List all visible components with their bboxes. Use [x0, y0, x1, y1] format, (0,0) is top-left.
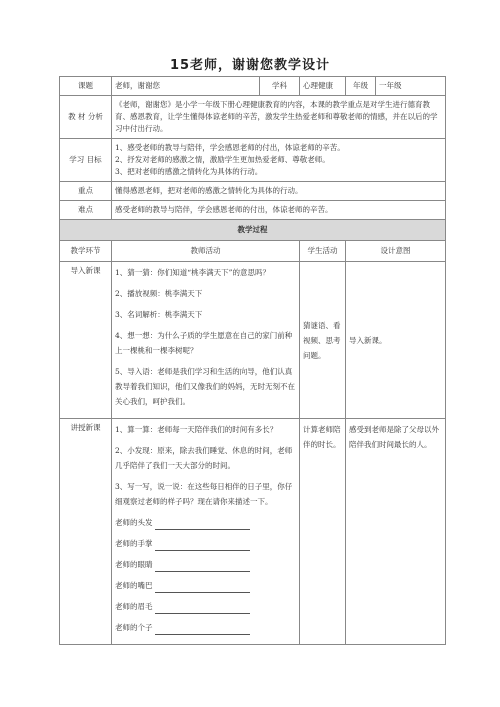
blank-line	[155, 583, 250, 593]
goals-row	[60, 139, 446, 182]
teacher-step: 4、想一想：为什么子质的学生愿意在自己的家门前种上一棵桃和一棵李树呢？	[115, 331, 293, 355]
lesson-plan-table	[59, 76, 446, 645]
teacher-step: 2、小发现：原来，除去我们睡觉、休息的时间，老师几乎陪伴了我们一天大部分的时间。	[115, 446, 293, 470]
blank-line	[155, 625, 250, 635]
fill-label: 老师的个子	[115, 623, 153, 632]
fill-label: 老师的嘴巴	[115, 581, 153, 590]
process-header: 教学过程	[60, 220, 446, 241]
subject-label: 学科	[260, 77, 300, 96]
analysis-row	[60, 96, 446, 139]
difficulty-label: 难点	[60, 201, 112, 220]
topic-row	[60, 77, 446, 96]
teacher-activity	[112, 419, 300, 645]
subject-value: 心理健康	[300, 77, 346, 96]
analysis-text: 《老师，谢谢您》是小学一年级下册心理健康教育的内容，本课的教学重点是对学生进行德育教育、感恩教育，让学生懂得体谅老师的辛苦，激发学生热爱老师和尊敬老师的情感，并在以后的学习中付出行动。	[112, 96, 446, 139]
difficulty-text: 感受老师的教导与陪伴，学会感恩老师的付出，体谅老师的辛苦。	[112, 201, 446, 220]
fill-line	[115, 536, 296, 551]
column-header: 学生活动	[300, 241, 346, 262]
section-row	[60, 419, 446, 645]
teacher-step: 3、名词解析：桃李满天下	[115, 310, 203, 319]
goal-item: 3、把对老师的感激之情转化为具体的行动。	[115, 167, 263, 176]
teacher-step: 1、猜一猜：你们知道“桃李满天下”的意思吗？	[115, 268, 270, 277]
fill-label: 老师的眉毛	[115, 602, 153, 611]
student-activity: 猜谜语、看视频、思考问题。	[300, 262, 346, 419]
fill-label: 老师的头发	[115, 518, 153, 527]
goals-label: 学习 目标	[60, 139, 112, 182]
teacher-activity	[112, 262, 300, 419]
teacher-step: 2、播放视频：桃李满天下	[115, 289, 203, 298]
key-point-text: 懂得感恩老师，把对老师的感激之情转化为具体的行动。	[112, 182, 446, 201]
analysis-label: 教 材 分析	[60, 96, 112, 139]
key-point-label: 重点	[60, 182, 112, 201]
fill-line	[115, 557, 296, 572]
design-intent: 导入新课。	[346, 262, 446, 419]
fill-line	[115, 515, 296, 530]
blank-line	[155, 562, 250, 572]
key-point-row	[60, 182, 446, 201]
grade-value: 一年级	[376, 77, 446, 96]
page-title: 15老师，谢谢您教学设计	[169, 58, 331, 73]
fill-label: 老师的眼睛	[115, 560, 153, 569]
fill-line	[115, 620, 296, 635]
teacher-step: 1、算一算：老师每一天陪伴我们的时间有多长？	[115, 425, 278, 434]
student-activity: 计算老师陪伴的时长。	[300, 419, 346, 645]
section-stage: 讲授新课	[60, 419, 112, 645]
topic-label: 课题	[60, 77, 112, 96]
goals-list	[112, 139, 446, 182]
goal-item: 2、抒发对老师的感激之情，激励学生更加热爱老师、尊敬老师。	[115, 155, 330, 164]
teacher-step: 5、导入语：老师是我们学习和生活的向导，他们认真教导着我们知识，他们又像我们的妈妈，无时无刻不在关心我们，呵护我们。	[115, 367, 295, 406]
fill-line	[115, 599, 296, 614]
grade-label: 年级	[346, 77, 376, 96]
design-intent: 感受到老师是除了父母以外陪伴我们时间最长的人。	[346, 419, 446, 645]
column-header: 设计意图	[346, 241, 446, 262]
column-header: 教学环节	[60, 241, 112, 262]
blank-line	[155, 604, 250, 614]
blank-line	[155, 520, 250, 530]
difficulty-row	[60, 201, 446, 220]
fill-label: 老师的手掌	[115, 539, 153, 548]
teacher-step: 3、写一写，说一说：在这些每日相伴的日子里，你仔细观察过老师的样子吗？现在请你来描述一下。	[115, 482, 293, 506]
process-header-row	[60, 220, 446, 241]
column-header-row	[60, 241, 446, 262]
section-row	[60, 262, 446, 419]
section-stage: 导入新课	[60, 262, 112, 419]
topic-value: 老师，谢谢您	[112, 77, 260, 96]
blank-line	[155, 541, 250, 551]
fill-line	[115, 578, 296, 593]
goal-item: 1、感受老师的教导与陪伴，学会感恩老师的付出，体谅老师的辛苦。	[115, 143, 345, 152]
column-header: 教师活动	[112, 241, 300, 262]
